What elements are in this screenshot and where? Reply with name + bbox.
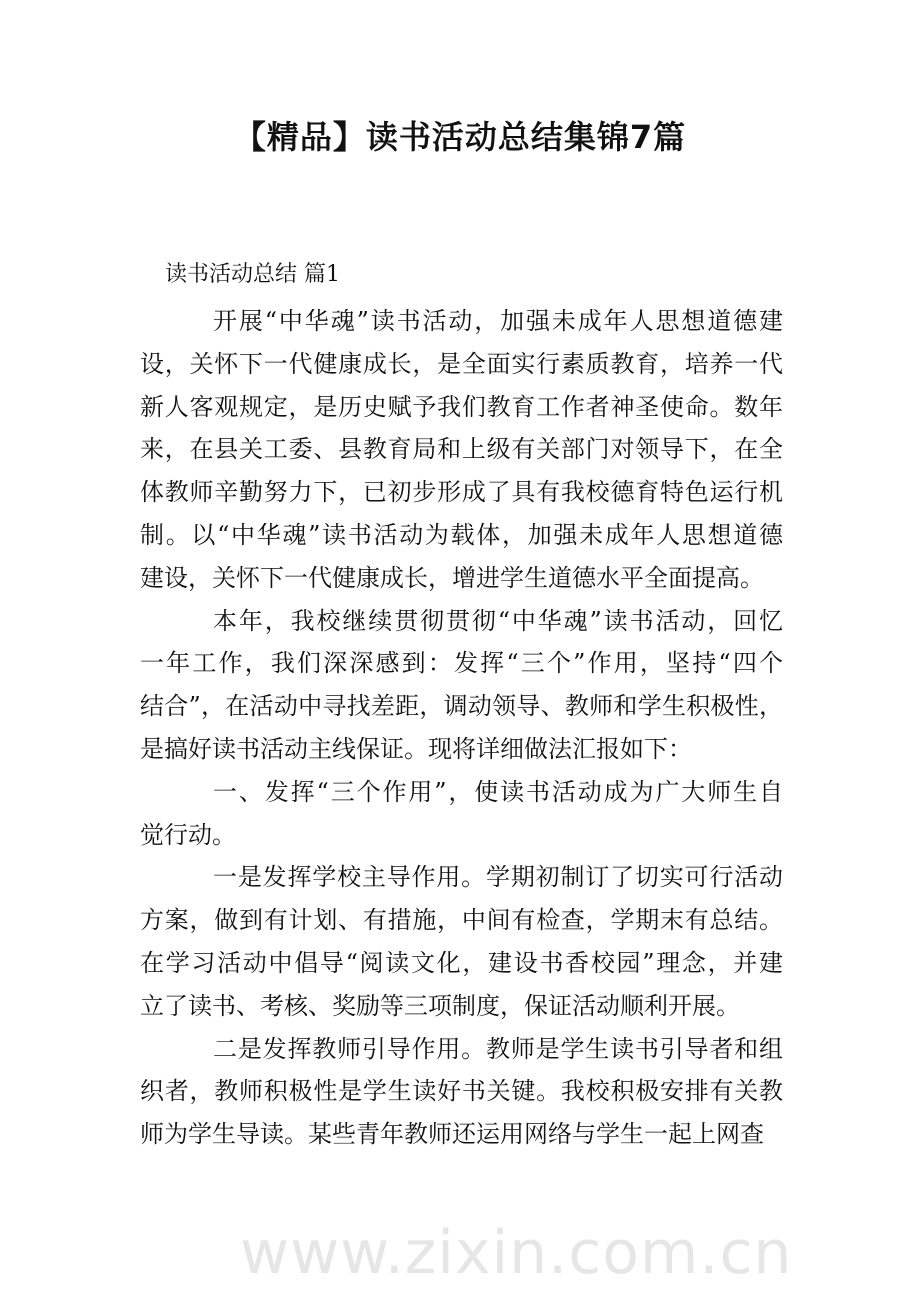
text-line: 建设，关怀下一代健康成长，增进学生道德水平全面提高。 [140, 563, 764, 592]
text-line: 新人客观规定，是历史赋予我们教育工作者神圣使命。数年 [140, 392, 783, 421]
text-line: 一是发挥学校主导作用。学期初制订了切实可行活动 [213, 863, 783, 892]
paragraph [140, 300, 783, 600]
paragraph [140, 856, 783, 1027]
document-body [140, 300, 783, 1156]
text-line: 制。以“中华魂”读书活动为载体，加强未成年人思想道德 [140, 520, 783, 549]
text-line: 是搞好读书活动主线保证。现将详细做法汇报如下： [140, 734, 692, 763]
paragraph [140, 600, 783, 771]
text-line: 一、发挥“三个作用”，使读书活动成为广大师生自 [213, 777, 783, 806]
document-title: 【精品】读书活动总结集锦7篇 [233, 118, 687, 156]
text-line: 觉行动。 [140, 820, 236, 849]
text-line: 师为学生导读。某些青年教师还运用网络与学生一起上网查 [140, 1120, 764, 1149]
text-line: 方案，做到有计划、有措施，中间有检查，学期末有总结。 [140, 906, 783, 935]
text-line: 立了读书、考核、奖励等三项制度，保证活动顺利开展。 [140, 991, 740, 1020]
paragraph [140, 1028, 783, 1156]
section-heading: 读书活动总结 篇1 [165, 262, 340, 287]
watermark: www.zixin.com.cn [240, 1218, 793, 1288]
text-line: 在学习活动中倡导“阅读文化，建设书香校园”理念，并建 [140, 948, 783, 977]
text-line: 一年工作，我们深深感到：发挥“三个”作用，坚持“四个 [140, 649, 783, 678]
text-line: 开展“中华魂”读书活动，加强未成年人思想道德建 [213, 307, 783, 335]
text-line: 来，在县关工委、县教育局和上级有关部门对领导下，在全 [140, 435, 783, 464]
text-line: 结合”，在活动中寻找差距，调动领导、教师和学生积极性， [140, 692, 783, 721]
text-line: 二是发挥教师引导作用。教师是学生读书引导者和组 [213, 1034, 783, 1063]
text-line: 体教师辛勤努力下，已初步形成了具有我校德育特色运行机 [140, 478, 783, 507]
text-line: 织者，教师积极性是学生读好书关键。我校积极安排有关教 [140, 1077, 783, 1106]
paragraph [140, 771, 783, 857]
text-line: 设，关怀下一代健康成长，是全面实行素质教育，培养一代 [140, 349, 783, 378]
text-line: 本年，我校继续贯彻贯彻“中华魂”读书活动，回忆 [213, 606, 783, 635]
